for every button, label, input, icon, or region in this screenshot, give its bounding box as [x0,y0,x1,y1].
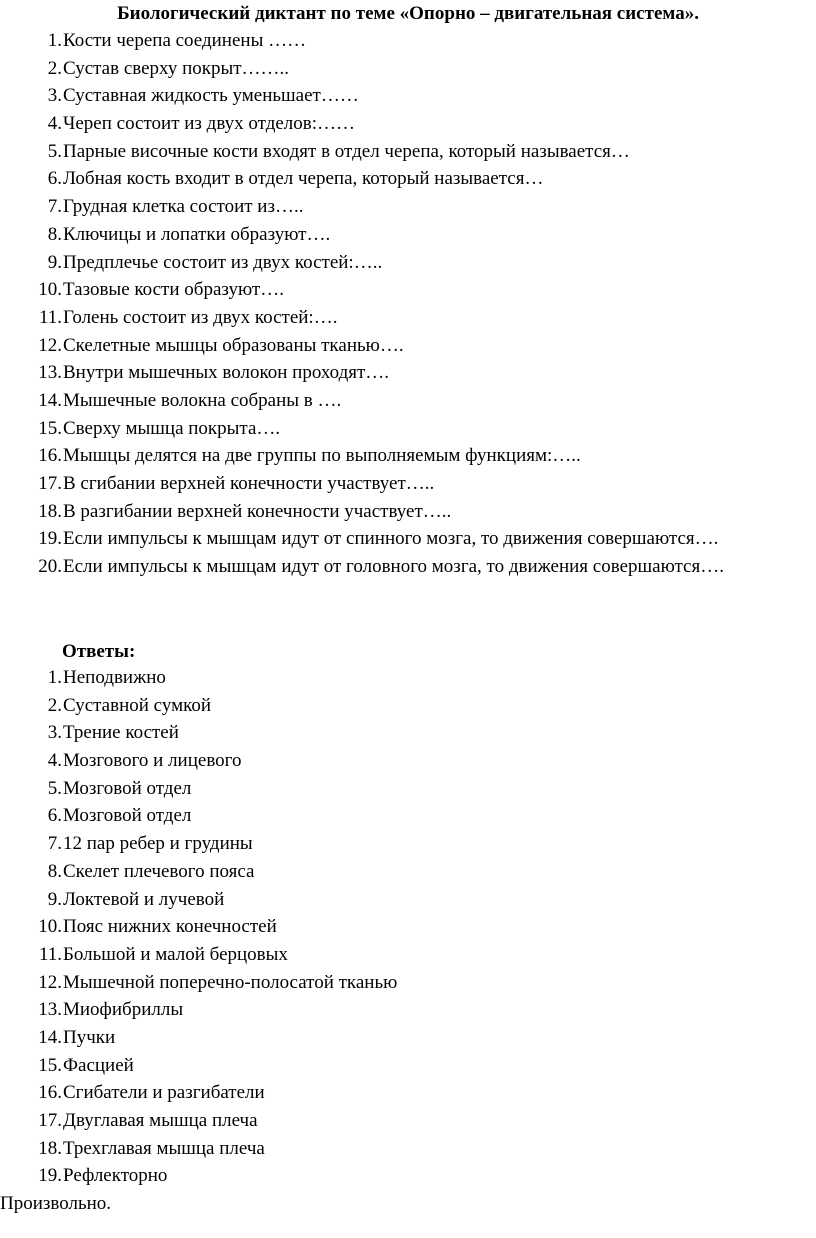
question-item-number: 20. [38,556,62,578]
answer-item [26,915,277,943]
answer-item-text: Рефлекторно [63,1165,168,1187]
question-item-text: В сгибании верхней конечности участвует….. [63,473,435,494]
answer-item-text: 12 пар ребер и грудины [63,833,253,855]
answer-item-text: Мозговой отдел [63,777,192,799]
question-item [26,555,724,583]
question-item-number: 2. [47,57,62,79]
question-item [26,223,331,251]
question-item-number: 18. [38,500,62,522]
question-item [26,29,307,57]
question-item-text: Сверху мышца покрыта…. [63,417,281,439]
answer-item-text: Пучки [63,1026,116,1048]
answer-item-text: Фасцией [63,1054,134,1076]
question-item [26,112,356,140]
answer-item-text: Мозговой отдел [63,805,192,827]
answer-item-number: 15. [38,1054,62,1076]
question-item-text: Голень состоит из двух костей:…. [63,306,338,328]
question-item [26,57,290,85]
answer-item-number: 18. [38,1137,62,1159]
question-item-text: Скелетные мышцы образованы тканью…. [63,334,404,356]
question-item-text: Мышечные волокна собраны в …. [63,389,342,411]
answers-list [26,666,398,1192]
question-item [26,500,452,528]
answer-item-number: 11. [38,943,62,965]
answer-item [26,943,288,971]
answer-item-number: 6. [47,805,62,827]
answer-item-text: Миофибриллы [63,999,184,1021]
answer-item-text: Неподвижно [63,667,166,688]
question-item [26,417,281,445]
question-item-text: Ключицы и лопатки образуют…. [63,223,331,245]
answer-item [26,694,212,722]
answer-item-text: Локтевой и лучевой [63,888,225,910]
answer-item-text: Пояс нижних конечностей [63,916,277,938]
answer-item [26,1164,168,1192]
page-title: Биологический диктант по теме «Опорно – двигательная система». [117,3,699,24]
answer-item [26,1109,258,1137]
question-item-text: Парные височные кости входят в отдел черепа, который называется… [63,140,630,162]
question-item [26,334,404,362]
question-item-text: Кости черепа соединены …… [63,30,307,51]
answer-item [26,1081,265,1109]
question-item-number: 5. [47,140,62,162]
answer-item-text: Суставной сумкой [63,694,212,716]
answer-item-text: Трение костей [63,722,179,744]
answer-item-number: 2. [47,694,62,716]
question-item [26,444,581,472]
question-item-text: Тазовые кости образуют…. [63,279,284,301]
answer-item [26,777,192,805]
question-item-number: 8. [47,223,62,245]
question-item [26,195,304,223]
answer-item [26,971,398,999]
question-item-text: Если импульсы к мышцам идут от головного мозга, то движения совершаются…. [63,556,724,578]
question-item-text: Если импульсы к мышцам идут от спинного мозга, то движения совершаются…. [63,528,719,550]
answer-item-number: 10. [38,916,62,938]
question-item [26,278,284,306]
answer-item [26,749,242,777]
answer-item-number: 17. [38,1110,62,1131]
question-item [26,84,359,112]
question-item-number: 11. [38,306,62,328]
answer-item-text: Трехглавая мышца плеча [63,1137,265,1159]
question-item-number: 4. [47,113,62,135]
answer-item-text: Сгибатели и разгибатели [63,1082,265,1104]
answer-item [26,1054,134,1082]
answers-heading: Ответы: [62,641,136,662]
question-item-number: 17. [38,473,62,494]
questions-list [26,29,724,583]
question-item-number: 1. [47,30,62,51]
answer-item-number: 4. [47,750,62,772]
question-item [26,527,719,555]
question-item-text: Суставная жидкость уменьшает…… [63,85,359,107]
question-item-text: Грудная клетка состоит из….. [63,196,304,218]
question-item-text: Череп состоит из двух отделов:…… [63,113,356,135]
answer-item [26,666,166,694]
answer-item-number: 8. [47,860,62,882]
question-item [26,389,342,417]
answer-item-text: Двуглавая мышца плеча [63,1110,258,1131]
answer-item [26,1026,116,1054]
answer-item-number: 1. [47,667,62,688]
question-item [26,251,383,279]
question-item-text: Внутри мышечных волокон проходят…. [63,362,390,384]
question-item-number: 10. [38,279,62,301]
final-answer: Произвольно. [0,1193,112,1214]
answer-item-text: Большой и малой берцовых [63,943,288,965]
question-item-number: 15. [38,417,62,439]
answer-item-number: 7. [47,833,62,855]
answer-item [26,860,255,888]
question-item-number: 3. [47,85,62,107]
question-item [26,167,544,195]
answer-item [26,804,192,832]
question-item-text: Предплечье состоит из двух костей:….. [63,251,383,273]
answer-item-text: Скелет плечевого пояса [63,860,255,882]
question-item-text: Лобная кость входит в отдел черепа, который называется… [63,168,544,190]
question-item [26,306,338,334]
question-item-number: 13. [38,362,62,384]
answer-item [26,721,179,749]
answer-item-number: 14. [38,1026,62,1048]
question-item-number: 9. [47,251,62,273]
question-item-number: 19. [38,528,62,550]
answer-item-number: 3. [47,722,62,744]
answer-item-text: Мышечной поперечно-полосатой тканью [63,971,398,993]
answer-item-number: 13. [38,999,62,1021]
answer-item-number: 16. [38,1082,62,1104]
question-item-number: 6. [47,168,62,190]
answer-item-number: 9. [47,888,62,910]
question-item-text: Мышцы делятся на две группы по выполняемым функциям:….. [63,445,581,467]
answer-item-number: 12. [38,971,62,993]
question-item-text: В разгибании верхней конечности участвует….. [63,500,452,522]
question-item-number: 14. [38,389,62,411]
question-item-number: 12. [38,334,62,356]
answer-item [26,888,225,916]
question-item [26,472,435,500]
question-item-number: 7. [47,196,62,218]
answer-item [26,998,184,1026]
answer-item [26,832,253,860]
answer-item [26,1137,265,1165]
question-item [26,361,390,389]
question-item-number: 16. [38,445,62,467]
answer-item-text: Мозгового и лицевого [63,750,242,772]
answer-item-number: 19. [38,1165,62,1187]
answer-item-number: 5. [47,777,62,799]
question-item [26,140,630,168]
question-item-text: Сустав сверху покрыт…….. [63,57,290,79]
